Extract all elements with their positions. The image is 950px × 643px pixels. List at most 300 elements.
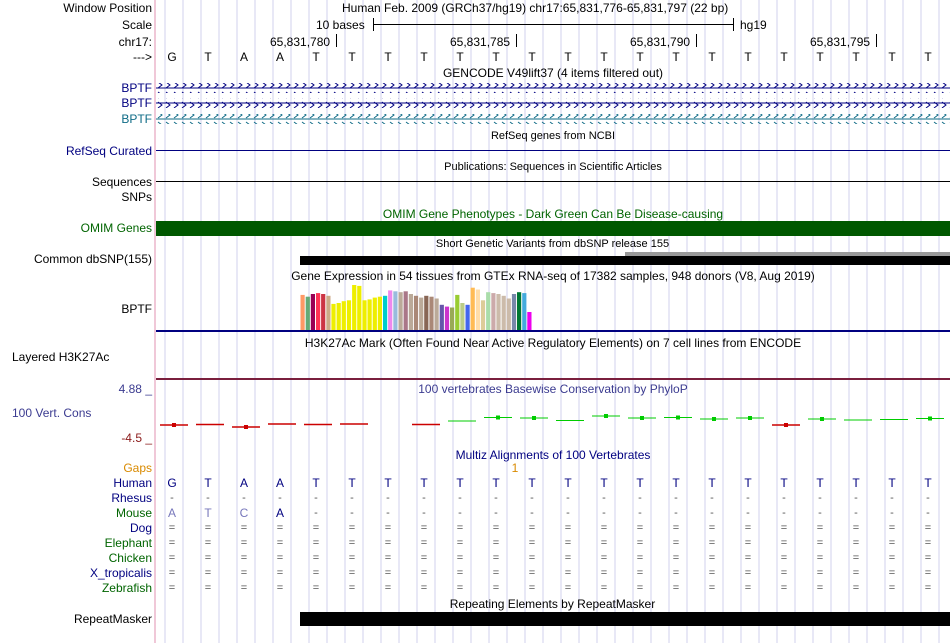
dbsnp-label[interactable]: Common dbSNP(155) — [33, 252, 152, 266]
aln-human-base-10: T — [528, 476, 536, 490]
aln-elephant-base-5: = — [348, 537, 356, 549]
aln-human-base-9: T — [492, 476, 500, 490]
aln-rhesus-base-18: - — [818, 492, 822, 504]
publications-track-title: Publications: Sequences in Scientific Articles — [444, 161, 662, 173]
base-5: T — [348, 50, 356, 64]
species-dog[interactable]: Dog — [129, 521, 152, 535]
species-x_tropicalis[interactable]: X_tropicalis — [89, 566, 152, 580]
base-6: T — [384, 50, 392, 64]
aln-rhesus-base-17: - — [782, 492, 786, 504]
aln-mouse-base-1: T — [204, 506, 212, 520]
aln-x_tropicalis-base-10: = — [528, 567, 536, 579]
aln-rhesus-base-1: - — [206, 492, 210, 504]
gencode-label-1[interactable]: BPTF — [121, 81, 152, 95]
sequences-label[interactable]: Sequences — [91, 175, 152, 189]
aln-mouse-base-16: - — [746, 507, 750, 519]
aln-rhesus-base-21: - — [926, 492, 930, 504]
aln-elephant-base-10: = — [528, 537, 536, 549]
aln-chicken-base-21: = — [924, 552, 932, 564]
aln-dog-base-0: = — [168, 522, 176, 534]
omim-gene-bar[interactable] — [156, 221, 950, 236]
aln-chicken-base-15: = — [708, 552, 716, 564]
gtex-bar-42 — [517, 292, 521, 330]
aln-dog-base-4: = — [312, 522, 320, 534]
scale-db: hg19 — [740, 18, 767, 32]
aln-rhesus-base-20: - — [890, 492, 894, 504]
aln-mouse-base-10: - — [530, 507, 534, 519]
aln-human-base-15: T — [708, 476, 716, 490]
base-21: T — [924, 50, 932, 64]
gtex-bar-6 — [331, 304, 335, 330]
base-13: T — [636, 50, 644, 64]
aln-zebrafish-base-3: = — [276, 582, 284, 594]
scale-label: Scale — [121, 18, 152, 32]
gtex-bar-22 — [414, 296, 418, 330]
aln-zebrafish-base-16: = — [744, 582, 752, 594]
gtex-bar-36 — [486, 292, 490, 330]
refseq-gene-line[interactable] — [156, 150, 950, 151]
gtex-baseline — [156, 330, 950, 332]
aln-zebrafish-base-2: = — [240, 582, 248, 594]
gtex-bar-10 — [352, 285, 356, 330]
gtex-bar-39 — [502, 296, 506, 330]
h3k27ac-signal-line[interactable] — [156, 378, 950, 380]
coord-tick-2 — [516, 34, 517, 47]
chrom-label: chr17: — [118, 35, 152, 49]
aln-dog-base-7: = — [420, 522, 428, 534]
aln-zebrafish-base-14: = — [672, 582, 680, 594]
base-16: T — [744, 50, 752, 64]
dbsnp-track-title: Short Genetic Variants from dbSNP release 155 — [435, 238, 670, 250]
aln-chicken-base-19: = — [852, 552, 860, 564]
aln-dog-base-16: = — [744, 522, 752, 534]
base-7: T — [420, 50, 428, 64]
phylop-track-title: 100 vertebrates Basewise Conservation by PhyloP — [418, 382, 688, 396]
gtex-bar-31 — [460, 303, 464, 330]
aln-elephant-base-21: = — [924, 537, 932, 549]
gap-count: 1 — [511, 461, 519, 475]
aln-elephant-base-2: = — [240, 537, 248, 549]
omim-track-title: OMIM Gene Phenotypes - Dark Green Can Be Disease-causing — [382, 207, 724, 221]
aln-elephant-base-7: = — [420, 537, 428, 549]
aln-x_tropicalis-base-19: = — [852, 567, 860, 579]
h3k27ac-label[interactable]: Layered H3K27Ac — [12, 350, 110, 364]
base-sequence — [156, 50, 950, 64]
publications-line[interactable] — [156, 181, 950, 182]
gencode-transcripts[interactable] — [156, 80, 950, 126]
aln-chicken-base-7: = — [420, 552, 428, 564]
gtex-bar-21 — [409, 294, 413, 330]
aln-human-base-17: T — [780, 476, 788, 490]
gtex-bar-23 — [419, 298, 423, 330]
gtex-bar-8 — [342, 301, 346, 330]
aln-dog-base-20: = — [888, 522, 896, 534]
aln-elephant-base-18: = — [816, 537, 824, 549]
repeatmasker-track-title: Repeating Elements by RepeatMasker — [449, 597, 656, 611]
species-human[interactable]: Human — [113, 476, 152, 490]
aln-zebrafish-base-7: = — [420, 582, 428, 594]
phylop-point-9 — [496, 416, 500, 420]
aln-mouse-base-17: - — [782, 507, 786, 519]
aln-zebrafish-base-20: = — [888, 582, 896, 594]
aln-chicken-base-20: = — [888, 552, 896, 564]
aln-chicken-base-4: = — [312, 552, 320, 564]
coord-4: 65,831,795 — [810, 35, 871, 49]
base-18: T — [816, 50, 824, 64]
aln-rhesus-base-10: - — [530, 492, 534, 504]
aln-human-base-16: T — [744, 476, 752, 490]
base-1: T — [204, 50, 212, 64]
gtex-bar-13 — [368, 299, 372, 330]
aln-dog-base-14: = — [672, 522, 680, 534]
base-4: T — [312, 50, 320, 64]
aln-x_tropicalis-base-9: = — [492, 567, 500, 579]
aln-dog-base-3: = — [276, 522, 284, 534]
gtex-bar-27 — [440, 305, 444, 330]
aln-x_tropicalis-base-21: = — [924, 567, 932, 579]
coord-2: 65,831,785 — [450, 35, 511, 49]
h3k27ac-track-title: H3K27Ac Mark (Often Found Near Active Regulatory Elements) on 7 cell lines from ENCODE — [304, 336, 802, 350]
multiz-track-title: Multiz Alignments of 100 Vertebrates — [455, 448, 651, 462]
aln-x_tropicalis-base-5: = — [348, 567, 356, 579]
scale-bar — [373, 24, 733, 25]
aln-elephant-base-4: = — [312, 537, 320, 549]
aln-dog-base-8: = — [456, 522, 464, 534]
aln-chicken-base-13: = — [636, 552, 644, 564]
aln-x_tropicalis-base-2: = — [240, 567, 248, 579]
coord-tick-4 — [876, 34, 877, 47]
aln-zebrafish-base-13: = — [636, 582, 644, 594]
aln-rhesus-base-7: - — [422, 492, 426, 504]
aln-elephant-base-8: = — [456, 537, 464, 549]
species-elephant[interactable]: Elephant — [104, 536, 152, 550]
base-0: G — [167, 50, 177, 64]
gtex-bar-38 — [496, 294, 500, 330]
species-zebrafish[interactable]: Zebrafish — [101, 581, 152, 595]
gtex-bar-7 — [337, 303, 341, 330]
gtex-bar-18 — [393, 291, 397, 330]
gtex-bar-4 — [321, 294, 325, 330]
coord-tick-3 — [696, 34, 697, 47]
aln-dog-base-1: = — [204, 522, 212, 534]
aln-dog-base-9: = — [492, 522, 500, 534]
base-12: T — [600, 50, 608, 64]
gtex-bar-34 — [476, 290, 480, 331]
scale-bases: 10 bases — [316, 18, 365, 32]
aln-elephant-base-6: = — [384, 537, 392, 549]
aln-human-base-8: T — [456, 476, 464, 490]
aln-human-base-12: T — [600, 476, 608, 490]
aln-rhesus-base-2: - — [242, 492, 246, 504]
aln-human-base-4: T — [312, 476, 320, 490]
base-20: T — [888, 50, 896, 64]
gtex-bar-43 — [522, 293, 526, 330]
aln-zebrafish-base-4: = — [312, 582, 320, 594]
aln-x_tropicalis-base-0: = — [168, 567, 176, 579]
repeatmasker-label[interactable]: RepeatMasker — [73, 612, 152, 626]
aln-human-base-18: T — [816, 476, 824, 490]
phylop-point-16 — [748, 416, 752, 420]
aln-mouse-base-5: - — [350, 507, 354, 519]
aln-rhesus-base-13: - — [638, 492, 642, 504]
aln-mouse-base-13: - — [638, 507, 642, 519]
aln-elephant-base-20: = — [888, 537, 896, 549]
aln-rhesus-base-5: - — [350, 492, 354, 504]
aln-dog-base-17: = — [780, 522, 788, 534]
aln-x_tropicalis-base-1: = — [204, 567, 212, 579]
gencode-label-3[interactable]: BPTF — [121, 112, 152, 126]
base-11: T — [564, 50, 572, 64]
gtex-bar-9 — [347, 300, 351, 330]
coord-tick-1 — [336, 34, 337, 47]
aln-dog-base-6: = — [384, 522, 392, 534]
refseq-track-title: RefSeq genes from NCBI — [490, 130, 616, 142]
gencode-label-2[interactable]: BPTF — [121, 96, 152, 110]
phylop-point-21 — [928, 417, 932, 421]
aln-elephant-base-19: = — [852, 537, 860, 549]
aln-elephant-base-17: = — [780, 537, 788, 549]
base-10: T — [528, 50, 536, 64]
aln-dog-base-15: = — [708, 522, 716, 534]
aln-x_tropicalis-base-18: = — [816, 567, 824, 579]
aln-rhesus-base-12: - — [602, 492, 606, 504]
aln-dog-base-11: = — [564, 522, 572, 534]
aln-chicken-base-17: = — [780, 552, 788, 564]
aln-chicken-base-6: = — [384, 552, 392, 564]
aln-human-base-11: T — [564, 476, 572, 490]
alignment-block[interactable] — [0, 476, 950, 598]
aln-zebrafish-base-9: = — [492, 582, 500, 594]
aln-zebrafish-base-19: = — [852, 582, 860, 594]
phylop-point-17 — [784, 423, 788, 427]
base-2: A — [239, 50, 248, 64]
aln-x_tropicalis-base-16: = — [744, 567, 752, 579]
aln-zebrafish-base-10: = — [528, 582, 536, 594]
aln-zebrafish-base-11: = — [564, 582, 572, 594]
aln-human-base-13: T — [636, 476, 644, 490]
gencode-track-title: GENCODE V49lift37 (4 items filtered out) — [442, 66, 664, 80]
aln-dog-base-21: = — [924, 522, 932, 534]
base-8: T — [456, 50, 464, 64]
aln-x_tropicalis-base-11: = — [564, 567, 572, 579]
window-position-label: Window Position — [63, 1, 152, 15]
aln-dog-base-2: = — [240, 522, 248, 534]
aln-x_tropicalis-base-3: = — [276, 567, 284, 579]
phylop-point-15 — [712, 417, 716, 421]
aln-dog-base-10: = — [528, 522, 536, 534]
aln-human-base-0: G — [167, 476, 177, 490]
aln-zebrafish-base-15: = — [708, 582, 716, 594]
phylop-point-2 — [244, 425, 248, 429]
aln-mouse-base-8: - — [458, 507, 462, 519]
gtex-bar-28 — [445, 307, 449, 330]
gtex-bar-3 — [316, 293, 320, 330]
species-mouse[interactable]: Mouse — [115, 506, 152, 520]
aln-mouse-base-12: - — [602, 507, 606, 519]
base-15: T — [708, 50, 716, 64]
aln-chicken-base-14: = — [672, 552, 680, 564]
snps-label[interactable]: SNPs — [121, 190, 152, 204]
gtex-bar-44 — [527, 312, 531, 330]
coord-1: 65,831,780 — [270, 35, 331, 49]
aln-mouse-base-14: - — [674, 507, 678, 519]
aln-zebrafish-base-5: = — [348, 582, 356, 594]
aln-chicken-base-2: = — [240, 552, 248, 564]
aln-rhesus-base-8: - — [458, 492, 462, 504]
aln-human-base-19: T — [852, 476, 860, 490]
gtex-bar-20 — [404, 291, 408, 330]
aln-x_tropicalis-base-7: = — [420, 567, 428, 579]
scale-bar-right-tick — [733, 18, 734, 31]
aln-x_tropicalis-base-8: = — [456, 567, 464, 579]
aln-mouse-base-6: - — [386, 507, 390, 519]
base-19: T — [852, 50, 860, 64]
phylop-point-14 — [676, 416, 680, 420]
gtex-bar-30 — [455, 295, 459, 330]
aln-mouse-base-3: A — [275, 506, 284, 520]
aln-elephant-base-11: = — [564, 537, 572, 549]
aln-human-base-5: T — [348, 476, 356, 490]
aln-human-base-20: T — [888, 476, 896, 490]
aln-chicken-base-18: = — [816, 552, 824, 564]
aln-mouse-base-18: - — [818, 507, 822, 519]
aln-x_tropicalis-base-17: = — [780, 567, 788, 579]
aln-chicken-base-16: = — [744, 552, 752, 564]
phylop-point-18 — [820, 417, 824, 421]
gtex-track-title: Gene Expression in 54 tissues from GTEx RNA-seq of 17382 samples, 948 donors (V8, Aug 2019) — [291, 269, 815, 283]
aln-chicken-base-9: = — [492, 552, 500, 564]
aln-rhesus-base-16: - — [746, 492, 750, 504]
phylop-point-12 — [604, 414, 608, 418]
gtex-bar-25 — [429, 297, 433, 330]
aln-x_tropicalis-base-20: = — [888, 567, 896, 579]
aln-x_tropicalis-base-13: = — [636, 567, 644, 579]
aln-zebrafish-base-6: = — [384, 582, 392, 594]
gtex-bar-33 — [471, 288, 475, 330]
aln-chicken-base-0: = — [168, 552, 176, 564]
dbsnp-variant-bar[interactable] — [300, 256, 950, 265]
aln-elephant-base-12: = — [600, 537, 608, 549]
aln-zebrafish-base-0: = — [168, 582, 176, 594]
aln-chicken-base-8: = — [456, 552, 464, 564]
gtex-bar-12 — [362, 300, 366, 330]
aln-zebrafish-base-21: = — [924, 582, 932, 594]
aln-chicken-base-10: = — [528, 552, 536, 564]
aln-rhesus-base-4: - — [314, 492, 318, 504]
gtex-bar-29 — [450, 308, 454, 331]
gtex-chart[interactable] — [156, 283, 950, 330]
phylop-chart[interactable] — [156, 396, 950, 446]
aln-chicken-base-11: = — [564, 552, 572, 564]
aln-zebrafish-base-17: = — [780, 582, 788, 594]
species-chicken[interactable]: Chicken — [108, 551, 152, 565]
repeatmasker-element-bar[interactable] — [300, 612, 950, 626]
gtex-bar-16 — [383, 296, 387, 330]
conservation-label[interactable]: 100 Vert. Cons — [12, 406, 92, 420]
aln-x_tropicalis-base-15: = — [708, 567, 716, 579]
gtex-bar-11 — [357, 286, 361, 330]
strand-label[interactable]: ---> — [133, 50, 152, 64]
gtex-bar-19 — [399, 292, 403, 330]
aln-zebrafish-base-1: = — [204, 582, 212, 594]
gtex-bar-37 — [491, 293, 495, 330]
aln-mouse-base-0: A — [167, 506, 176, 520]
conservation-min: -4.5 _ — [121, 431, 152, 445]
aln-mouse-base-11: - — [566, 507, 570, 519]
aln-mouse-base-19: - — [854, 507, 858, 519]
base-3: A — [275, 50, 284, 64]
aln-elephant-base-15: = — [708, 537, 716, 549]
aln-rhesus-base-15: - — [710, 492, 714, 504]
gtex-bar-41 — [512, 294, 516, 330]
base-14: T — [672, 50, 680, 64]
gtex-label[interactable]: BPTF — [121, 302, 152, 316]
base-9: T — [492, 50, 500, 64]
gtex-bar-1 — [306, 297, 310, 330]
gtex-bar-14 — [373, 298, 377, 330]
aln-mouse-base-7: - — [422, 507, 426, 519]
gtex-bar-17 — [388, 290, 392, 330]
aln-dog-base-19: = — [852, 522, 860, 534]
gtex-bar-24 — [424, 296, 428, 330]
aln-elephant-base-13: = — [636, 537, 644, 549]
aln-human-base-14: T — [672, 476, 680, 490]
gaps-label[interactable]: Gaps — [123, 461, 152, 475]
aln-rhesus-base-14: - — [674, 492, 678, 504]
aln-elephant-base-16: = — [744, 537, 752, 549]
aln-dog-base-5: = — [348, 522, 356, 534]
aln-mouse-base-15: - — [710, 507, 714, 519]
aln-rhesus-base-11: - — [566, 492, 570, 504]
aln-human-base-1: T — [204, 476, 212, 490]
refseq-label[interactable]: RefSeq Curated — [65, 144, 152, 158]
aln-elephant-base-1: = — [204, 537, 212, 549]
aln-zebrafish-base-12: = — [600, 582, 608, 594]
aln-x_tropicalis-base-12: = — [600, 567, 608, 579]
gtex-bar-15 — [378, 297, 382, 330]
aln-human-base-6: T — [384, 476, 392, 490]
aln-elephant-base-9: = — [492, 537, 500, 549]
aln-human-base-7: T — [420, 476, 428, 490]
phylop-point-10 — [532, 416, 536, 420]
aln-rhesus-base-19: - — [854, 492, 858, 504]
aln-elephant-base-3: = — [276, 537, 284, 549]
assembly-position: Human Feb. 2009 (GRCh37/hg19) chr17:65,831,776-65,831,797 (22 bp) — [342, 1, 729, 15]
aln-chicken-base-5: = — [348, 552, 356, 564]
gtex-bar-40 — [507, 299, 511, 331]
gtex-bar-5 — [326, 296, 330, 330]
aln-chicken-base-1: = — [204, 552, 212, 564]
species-rhesus[interactable]: Rhesus — [111, 491, 152, 505]
aln-human-base-21: T — [924, 476, 932, 490]
aln-elephant-base-0: = — [168, 537, 176, 549]
aln-human-base-2: A — [239, 476, 248, 490]
gtex-bar-35 — [481, 300, 485, 330]
base-17: T — [780, 50, 788, 64]
aln-rhesus-base-3: - — [278, 492, 282, 504]
aln-dog-base-18: = — [816, 522, 824, 534]
aln-rhesus-base-0: - — [170, 492, 174, 504]
aln-mouse-base-9: - — [494, 507, 498, 519]
gtex-bar-32 — [466, 305, 470, 330]
phylop-point-13 — [640, 416, 644, 420]
aln-rhesus-base-6: - — [386, 492, 390, 504]
phylop-point-0 — [172, 423, 176, 427]
aln-mouse-base-2: C — [239, 506, 249, 520]
aln-human-base-3: A — [275, 476, 284, 490]
gtex-bar-26 — [435, 299, 439, 331]
omim-label[interactable]: OMIM Genes — [80, 221, 152, 235]
